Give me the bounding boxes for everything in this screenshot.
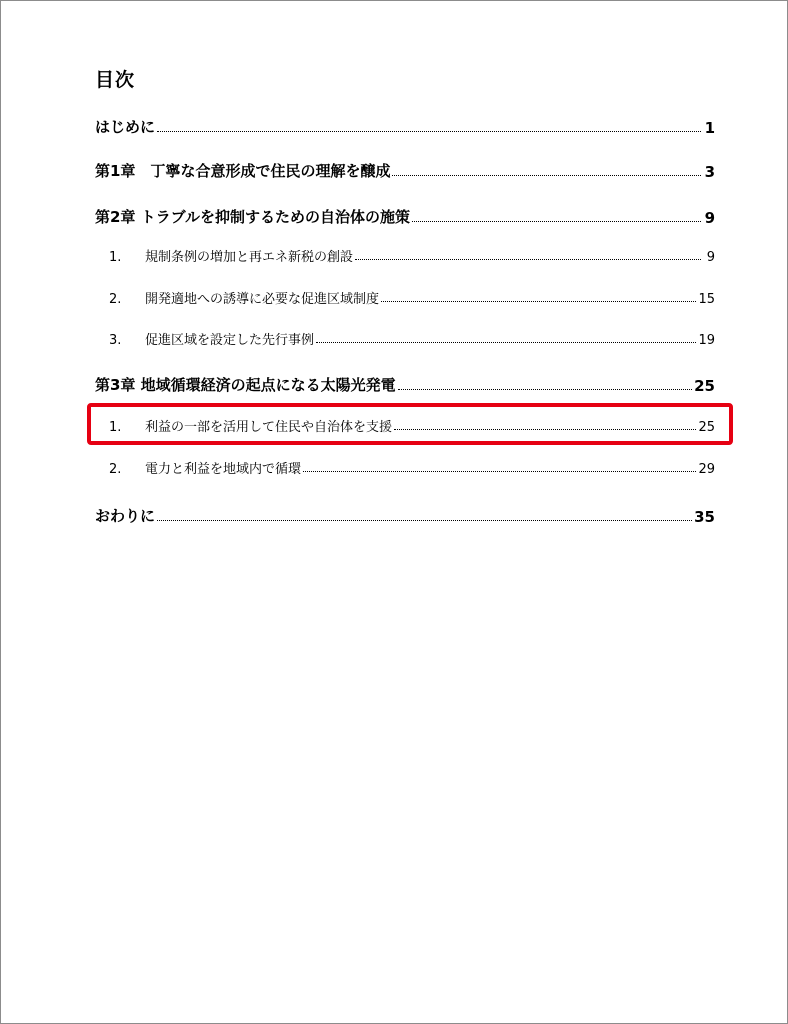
toc-page-number: 25 <box>694 377 715 395</box>
red-highlight-box <box>87 403 733 445</box>
toc-entry-section-2-2[interactable] <box>95 285 715 307</box>
toc-entry-label: 促進区域を設定した先行事例 <box>145 333 315 348</box>
dot-leader <box>316 341 696 343</box>
toc-section-number: 1. <box>109 250 122 265</box>
toc-entry-chapter-3[interactable] <box>95 373 715 395</box>
toc-page-number: 29 <box>698 462 715 477</box>
dot-leader <box>157 519 692 521</box>
toc-entry-section-2-1[interactable] <box>95 243 715 265</box>
toc-entry-label: 開発適地への誘導に必要な促進区域制度 <box>145 292 380 307</box>
toc-page-number: 19 <box>698 333 715 348</box>
dot-leader <box>398 388 692 390</box>
toc-section-number: 1. <box>109 420 122 435</box>
toc-entry-chapter-2[interactable] <box>95 205 715 227</box>
toc-page-number: 9 <box>704 209 715 227</box>
toc-entry-section-3-2[interactable] <box>95 455 715 477</box>
toc-page-number: 3 <box>704 163 715 181</box>
toc-entry-label: 第3章 地域循環経済の起点になる太陽光発電 <box>95 376 396 394</box>
dot-leader <box>392 174 701 176</box>
toc-entry-label: 第1章 丁寧な合意形成で住民の理解を醸成 <box>95 162 391 180</box>
dot-leader <box>412 220 701 222</box>
toc-title: 目次 <box>95 69 136 91</box>
toc-page-number: 35 <box>694 508 715 526</box>
dot-leader <box>381 300 696 302</box>
toc-entry-label: おわりに <box>95 507 156 525</box>
dot-leader <box>157 130 701 132</box>
toc-page-number: 25 <box>698 420 715 435</box>
toc-entry-label: はじめに <box>95 118 156 136</box>
toc-page-number: 15 <box>698 292 715 307</box>
toc-section-number: 2. <box>109 292 122 307</box>
toc-page-number: 9 <box>706 250 715 265</box>
toc-entry-section-2-3[interactable] <box>95 326 715 348</box>
toc-entry-conclusion[interactable] <box>95 504 715 526</box>
toc-section-number: 2. <box>109 462 122 477</box>
dot-leader <box>355 258 701 260</box>
toc-entry-label: 規制条例の増加と再エネ新税の創設 <box>145 250 354 265</box>
toc-page-number: 1 <box>704 119 715 137</box>
toc-entry-label: 第2章 トラブルを抑制するための自治体の施策 <box>95 208 411 226</box>
toc-section-number: 3. <box>109 333 122 348</box>
toc-entry-chapter-1[interactable] <box>95 159 715 181</box>
toc-entry-introduction[interactable] <box>95 115 715 137</box>
dot-leader <box>303 470 696 472</box>
toc-entry-label: 電力と利益を地域内で循環 <box>145 462 302 477</box>
toc-entry-label: 利益の一部を活用して住民や自治体を支援 <box>145 420 393 435</box>
